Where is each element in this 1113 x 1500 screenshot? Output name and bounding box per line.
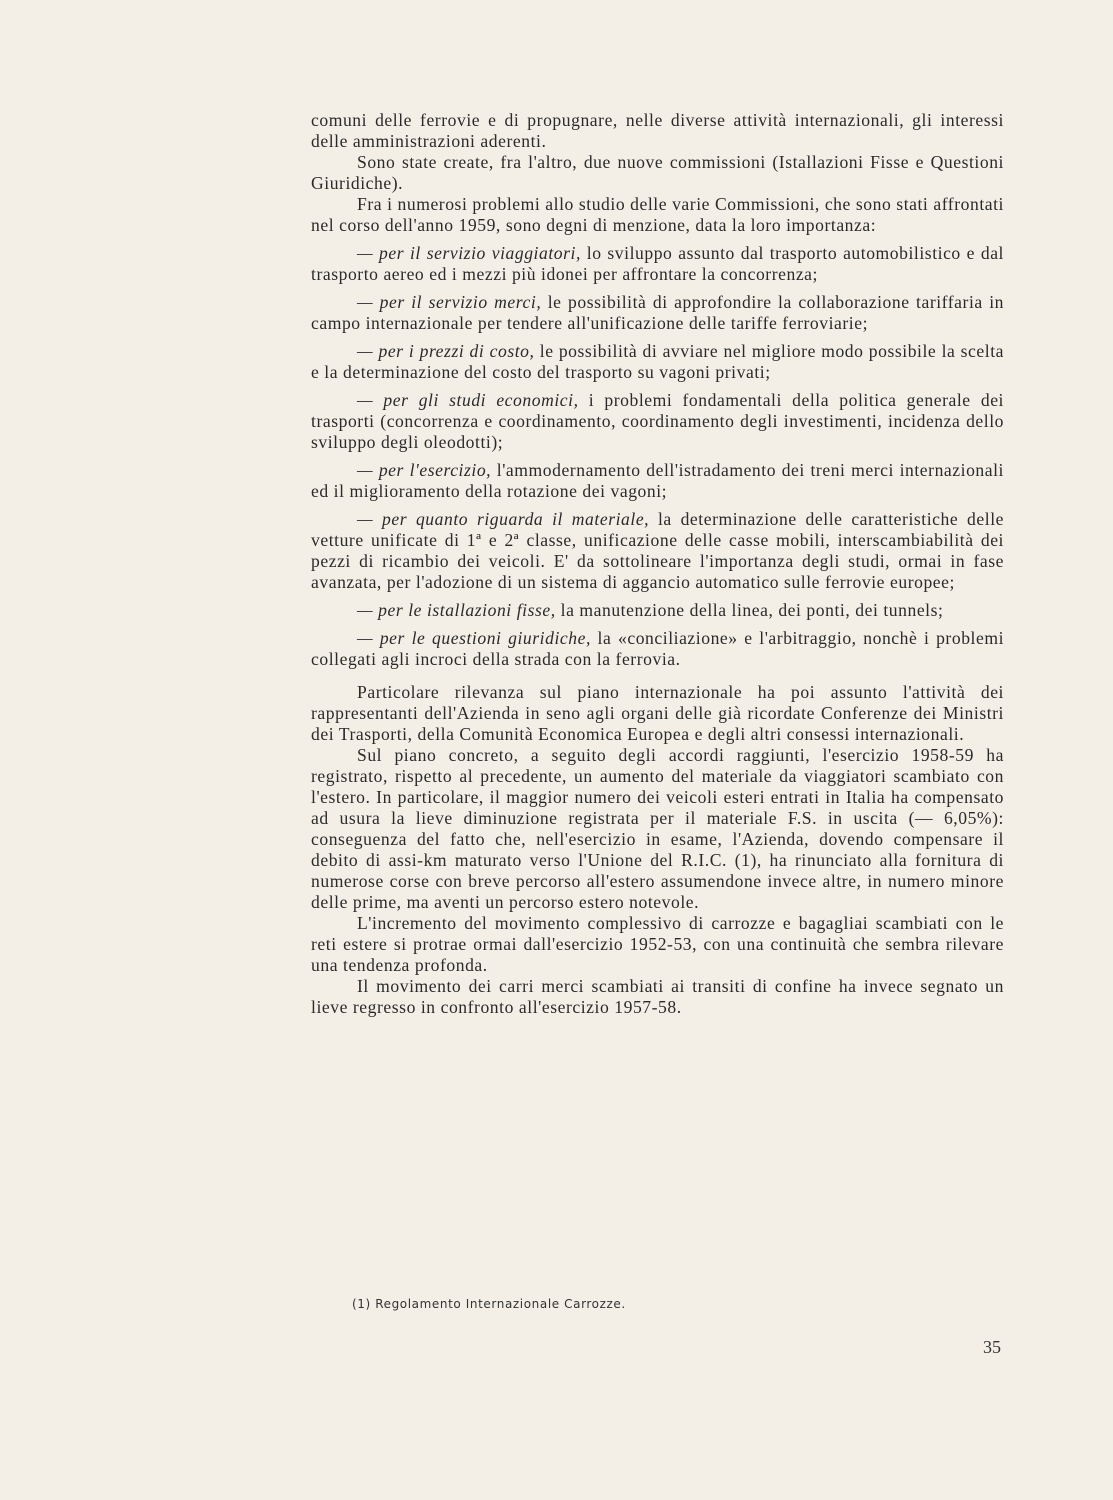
- list-item: [311, 341, 1004, 383]
- item-label: — per i prezzi di costo,: [357, 341, 535, 361]
- item-text: lo sviluppo assunto dal trasporto automobilistico e dal trasporto aereo ed i mezzi più idonei per affrontare la concorrenza;: [311, 243, 1004, 284]
- item-text: le possibilità di approfondire la collaborazione tariffaria in campo internazionale per tendere all'unificazione delle tariffe ferroviarie;: [311, 292, 1004, 333]
- paragraph-6: L'incremento del movimento complessivo di carrozze e bagagliai scambiati con le reti estere si protrae ormai dall'esercizio 1952-53, con una continuità che sembra rilevare una tendenza profonda.: [311, 913, 1004, 975]
- list-item: [311, 390, 1004, 453]
- list-item: [311, 509, 1004, 593]
- paragraph-5: Sul piano concreto, a seguito degli accordi raggiunti, l'esercizio 1958-59 ha registrato, rispetto al precedente, un aumento del materiale da viaggiatori scambiato con l'estero. In particolare, il maggior numero dei veicoli esteri entrati in Italia ha compensato ad usura la lieve diminuzione registrata per il materiale F.S. in uscita (— 6,05%): conseguenza del fatto che, nell'esercizio in esame, l'Azienda, dovendo compensare il debito di assi-km maturato verso l'Unione del R.I.C. (1), ha rinunciato alla fornitura di numerose corse con breve percorso all'estero assumendone invece altre, in numero minore delle prime, ma aventi un percorso estero notevole.: [311, 745, 1004, 912]
- item-label: — per l'esercizio,: [357, 460, 492, 480]
- paragraph-1: comuni delle ferrovie e di propugnare, nelle diverse attività internazionali, gli interessi delle amministrazioni aderenti.: [311, 110, 1004, 151]
- page-number: 35: [983, 1337, 1001, 1357]
- item-text: la «conciliazione» e l'arbitraggio, nonchè i problemi collegati agli incroci della strada con la ferrovia.: [311, 628, 1005, 669]
- item-text: l'ammodernamento dell'istradamento dei treni merci internazionali ed il miglioramento della rotazione dei vagoni;: [311, 460, 1004, 501]
- item-text: la determinazione delle caratteristiche delle vetture unificate di 1ª e 2ª classe, unificazione delle casse mobili, interscambiabilità dei pezzi di ricambio dei veicoli. E' da sottolineare l'importanza degli studi, ormai in fase avanzata, per l'adozione di un sistema di aggancio automatico sulle ferrovie europee;: [311, 509, 1004, 592]
- item-text: le possibilità di avviare nel migliore modo possibile la scelta e la determinazione del costo del trasporto su vagoni privati;: [311, 341, 1004, 382]
- list-item: [311, 628, 1004, 670]
- item-label: — per quanto riguarda il materiale,: [357, 509, 650, 529]
- item-text: la manutenzione della linea, dei ponti, dei tunnels;: [555, 600, 944, 620]
- paragraph-7: Il movimento dei carri merci scambiati ai transiti di confine ha invece segnato un lieve regresso in confronto all'esercizio 1957-58.: [311, 976, 1004, 1017]
- item-label: — per gli studi economici,: [357, 390, 579, 410]
- item-label: — per il servizio viaggiatori,: [357, 243, 581, 263]
- paragraph-3: Fra i numerosi problemi allo studio delle varie Commissioni, che sono stati affrontati nel corso dell'anno 1959, sono degni di menzione, data la loro importanza:: [311, 194, 1004, 235]
- list-item: [311, 600, 1004, 621]
- paragraph-4: Particolare rilevanza sul piano internazionale ha poi assunto l'attività dei rappresentanti dell'Azienda in seno agli organi delle già ricordate Conferenze dei Ministri dei Trasporti, della Comunità Economica Europea e degli altri consessi internazionali.: [311, 682, 1004, 744]
- paragraph-2: Sono state create, fra l'altro, due nuove commissioni (Istallazioni Fisse e Questioni Giuridiche).: [311, 152, 1004, 193]
- item-label: — per il servizio merci,: [357, 292, 542, 312]
- list-item: [311, 460, 1004, 502]
- body-text: [311, 110, 1004, 1018]
- list-item: [311, 243, 1004, 285]
- item-text: i problemi fondamentali della politica generale dei trasporti (concorrenza e coordinamento, coordinamento degli investimenti, incidenza dello sviluppo degli oleodotti);: [311, 390, 1004, 452]
- list-item: [311, 292, 1004, 334]
- footnote: (1) Regolamento Internazionale Carrozze.: [352, 1297, 626, 1311]
- item-label: — per le questioni giuridiche,: [357, 628, 591, 648]
- item-label: — per le istallazioni fisse,: [357, 600, 556, 620]
